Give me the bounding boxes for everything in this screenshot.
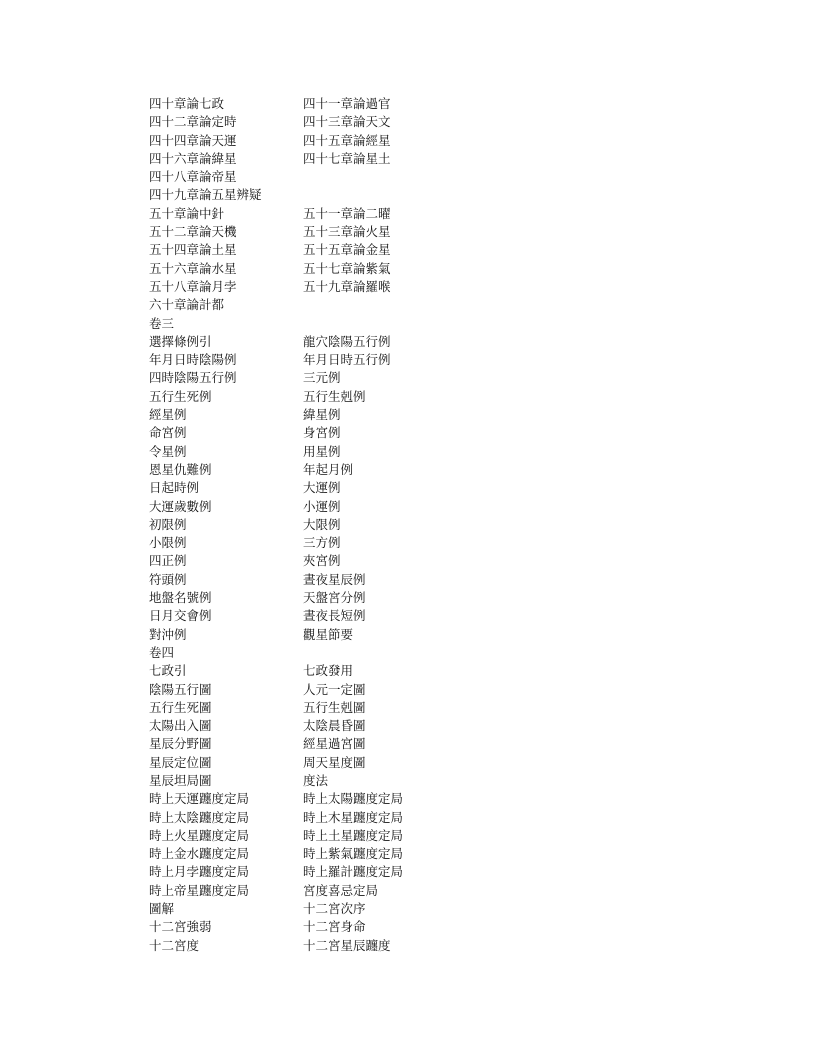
toc-entry-left: 時上天運躔度定局 [149, 791, 250, 807]
toc-entry-left: 卷四 [149, 644, 175, 660]
toc-entry-left: 卷三 [149, 315, 175, 331]
toc-entry-left: 時上火星躔度定局 [149, 827, 250, 843]
toc-entry-left: 時上月孛躔度定局 [149, 864, 250, 880]
toc-entry-left: 小限例 [149, 535, 187, 551]
toc-entry-right: 七政發用 [303, 663, 354, 679]
toc-entry-right: 時上紫氣躔度定局 [303, 846, 404, 862]
toc-entry-right: 夾宮例 [303, 553, 341, 569]
toc-entry-left: 令星例 [149, 443, 187, 459]
toc-entry-right: 五十一章論二曜 [303, 205, 391, 221]
toc-entry-left: 四時陰陽五行例 [149, 370, 237, 386]
toc-entry-right: 十二宮次序 [303, 901, 366, 917]
toc-entry-right: 宮度喜忌定局 [303, 882, 379, 898]
toc-entry-left: 陰陽五行圖 [149, 681, 212, 697]
toc-entry-left: 星辰定位圖 [149, 754, 212, 770]
toc-entry-left: 十二宮強弱 [149, 919, 212, 935]
toc-entry-left: 經星例 [149, 407, 187, 423]
toc-entry-right: 晝夜長短例 [303, 608, 366, 624]
toc-entry-right: 大限例 [303, 516, 341, 532]
toc-entry-left: 五十四章論土星 [149, 242, 237, 258]
toc-entry-right: 周天星度圖 [303, 754, 366, 770]
toc-entry-right: 經星過宮圖 [303, 736, 366, 752]
toc-entry-right: 人元一定圖 [303, 681, 366, 697]
toc-entry-right: 緯星例 [303, 407, 341, 423]
toc-entry-left: 四十六章論緯星 [149, 150, 237, 166]
toc-entry-right: 時上太陽躔度定局 [303, 791, 404, 807]
toc-entry-left: 符頭例 [149, 571, 187, 587]
toc-entry-right: 身宮例 [303, 425, 341, 441]
toc-entry-right: 三方例 [303, 535, 341, 551]
toc-entry-right: 四十五章論經星 [303, 132, 391, 148]
toc-entry-left: 時上帝星躔度定局 [149, 882, 250, 898]
toc-entry-right: 晝夜星辰例 [303, 571, 366, 587]
toc-entry-left: 五十章論中針 [149, 205, 225, 221]
toc-entry-left: 星辰坦局圖 [149, 772, 212, 788]
toc-entry-left: 時上金水躔度定局 [149, 846, 250, 862]
toc-entry-right: 太陰晨昏圖 [303, 718, 366, 734]
toc-entry-left: 選擇條例引 [149, 333, 212, 349]
toc-entry-left: 日月交會例 [149, 608, 212, 624]
toc-entry-right: 五行生剋例 [303, 388, 366, 404]
toc-entry-left: 五行生死例 [149, 388, 212, 404]
toc-entry-left: 六十章論計都 [149, 297, 225, 313]
toc-entry-left: 五十八章論月孛 [149, 278, 237, 294]
toc-entry-left: 四十章論七政 [149, 96, 225, 111]
toc-entry-left: 命宮例 [149, 425, 187, 441]
toc-entry-right: 年月日時五行例 [303, 352, 391, 368]
toc-entry-left: 四十八章論帝星 [149, 169, 237, 185]
toc-entry-right: 三元例 [303, 370, 341, 386]
toc-entry-right: 五十五章論金星 [303, 242, 391, 258]
toc-entry-left: 四十九章論五星辨疑 [149, 187, 262, 203]
toc-entry-left: 四十四章論天運 [149, 132, 237, 148]
toc-entry-right: 時上木星躔度定局 [303, 809, 404, 825]
toc-entry-right: 時上土星躔度定局 [303, 827, 404, 843]
toc-entry-right: 五十九章論羅喉 [303, 278, 391, 294]
toc-entry-left: 日起時例 [149, 480, 200, 496]
toc-entry-right: 觀星節要 [303, 626, 354, 642]
toc-entry-right: 大運例 [303, 480, 341, 496]
toc-entry-left: 地盤名號例 [149, 590, 212, 606]
toc-entry-left: 四正例 [149, 553, 187, 569]
toc-entry-left: 對沖例 [149, 626, 187, 642]
toc-entry-right: 用星例 [303, 443, 341, 459]
toc-entry-right: 五十三章論火星 [303, 224, 391, 240]
toc-entry-left: 十二宮度 [149, 937, 200, 953]
toc-entry-right: 龍穴陰陽五行例 [303, 333, 391, 349]
toc-entry-left: 圖解 [149, 901, 175, 917]
toc-entry-right: 五行生剋圖 [303, 699, 366, 715]
toc-entry-right: 四十七章論星土 [303, 150, 391, 166]
toc-entry-right: 小運例 [303, 498, 341, 514]
toc-entry-left: 大運歲數例 [149, 498, 212, 514]
toc-entry-left: 初限例 [149, 516, 187, 532]
toc-entry-left: 五行生死圖 [149, 699, 212, 715]
toc-entry-right: 十二宮星辰躔度 [303, 937, 391, 953]
toc-entry-left: 星辰分野圖 [149, 736, 212, 752]
toc-entry-right: 年起月例 [303, 461, 354, 477]
toc-entry-left: 恩星仇難例 [149, 461, 212, 477]
toc-entry-left: 四十二章論定時 [149, 114, 237, 130]
toc-entry-left: 五十二章論天機 [149, 224, 237, 240]
toc-entry-right: 天盤宮分例 [303, 590, 366, 606]
toc-entry-left: 時上太陰躔度定局 [149, 809, 250, 825]
toc-entry-right: 四十三章論天文 [303, 114, 391, 130]
toc-entry-left: 五十六章論水星 [149, 260, 237, 276]
toc-entry-left: 太陽出入圖 [149, 718, 212, 734]
toc-entry-right: 五十七章論紫氣 [303, 260, 391, 276]
toc-entry-left: 年月日時陰陽例 [149, 352, 237, 368]
toc-entry-left: 七政引 [149, 663, 187, 679]
toc-entry-right: 十二宮身命 [303, 919, 366, 935]
toc-entry-right: 時上羅計躔度定局 [303, 864, 404, 880]
toc-entry-right: 四十一章論過官 [303, 96, 391, 111]
toc-entry-right: 度法 [303, 772, 329, 788]
